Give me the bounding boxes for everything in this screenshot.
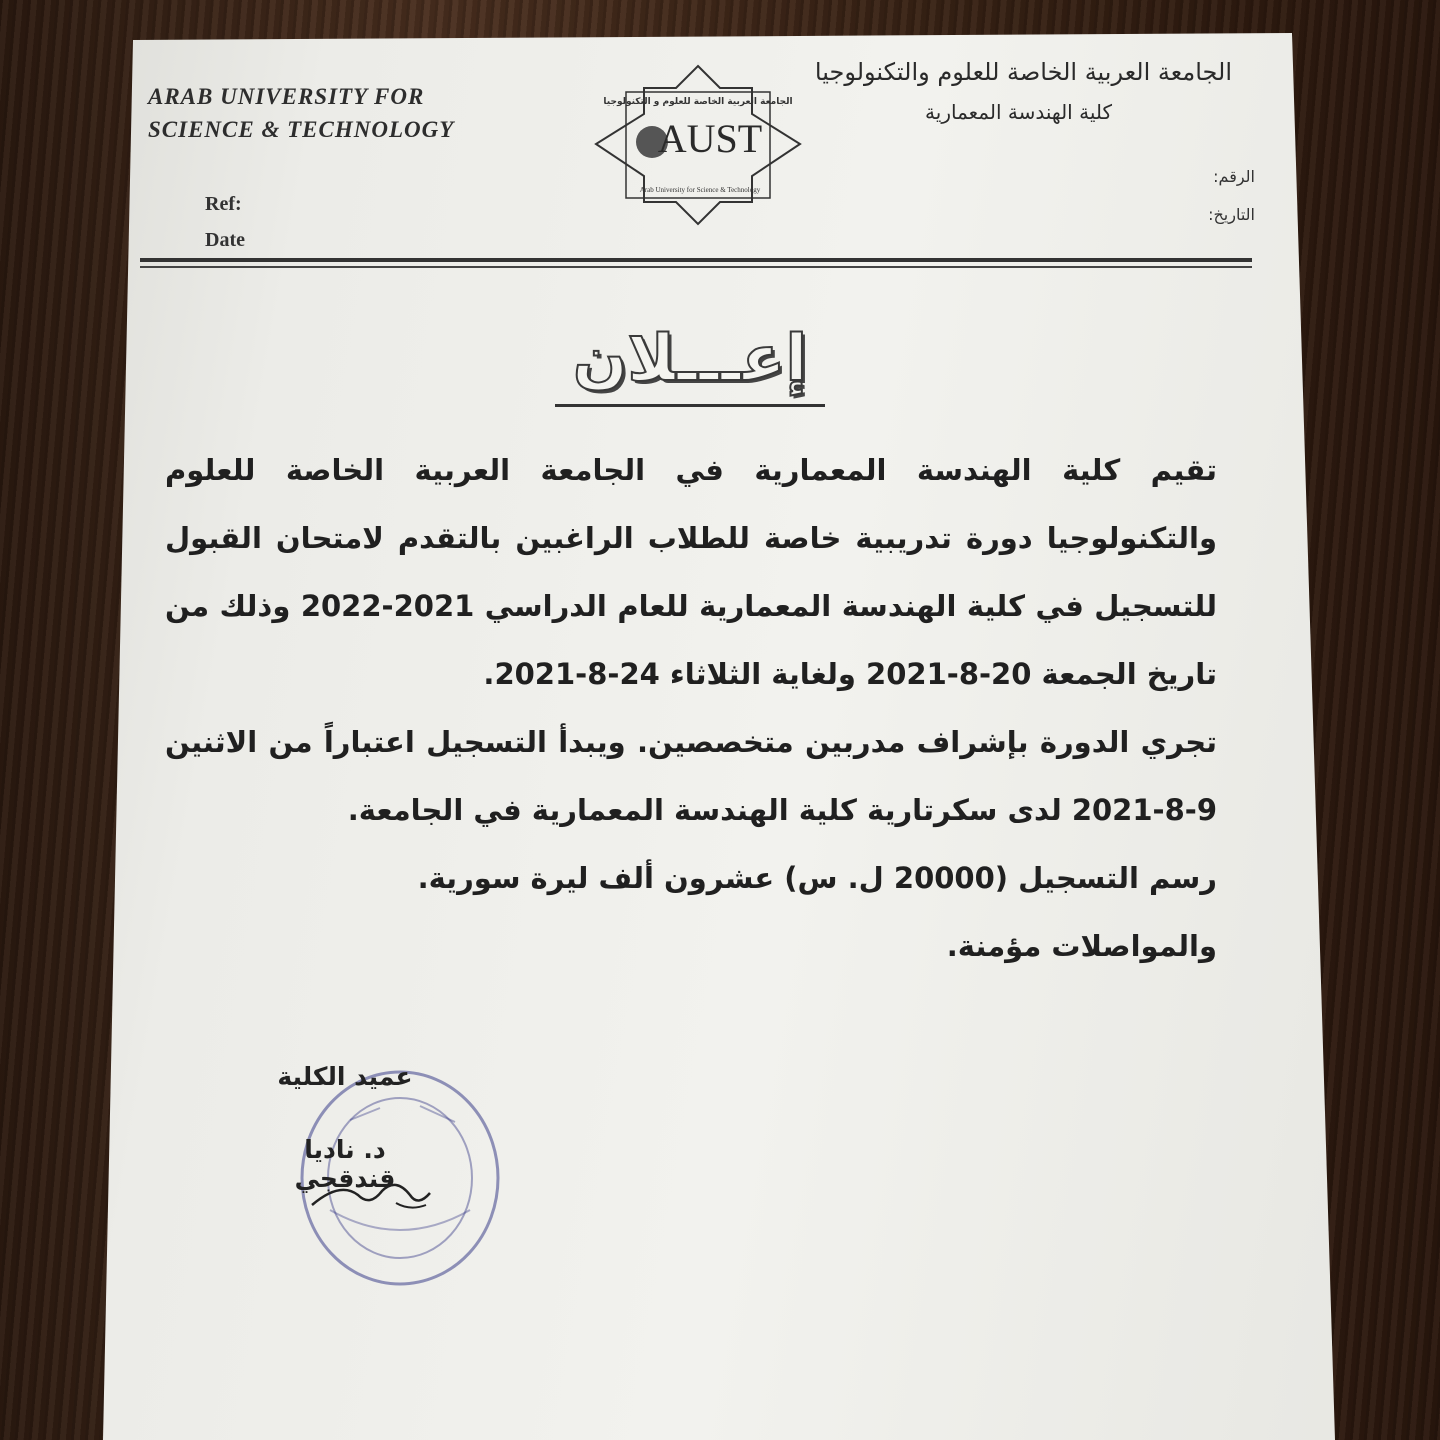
ref-date-labels-arabic <box>1208 158 1255 234</box>
ar-date-label: التاريخ: <box>1208 205 1255 224</box>
dean-name: د. ناديا قندقجي <box>294 1135 396 1193</box>
ref-label: Ref: <box>205 193 242 215</box>
ref-date-labels-english <box>205 186 245 258</box>
logo-abbr: AUST <box>657 116 763 161</box>
university-name-en-line1: ARAB UNIVERSITY FOR <box>148 84 425 109</box>
logo-english-text: Arab University for Science & Technology <box>639 186 761 194</box>
university-name-en-line2: SCIENCE & TECHNOLOGY <box>148 117 455 142</box>
university-name-ar: الجامعة العربية الخاصة للعلوم والتكنولوجيا <box>814 58 1232 86</box>
title-underline <box>555 404 825 407</box>
body-paragraph-fee: رسم التسجيل (20000 ل. س) عشرون ألف ليرة سورية. <box>417 861 1217 895</box>
header-divider-thin <box>140 266 1252 268</box>
university-name-arabic <box>812 58 1232 124</box>
aust-logo-icon <box>592 64 804 226</box>
body-paragraph-registration: تجري الدورة بإشراف مدربين متخصصين. ويبدأ التسجيل اعتباراً من الاثنين 9-8-2021 لدى سكرتارية كلية الهندسة المعمارية في الجامعة. <box>165 725 1217 827</box>
date-label: Date <box>205 229 245 251</box>
body-paragraph-course: تقيم كلية الهندسة المعمارية في الجامعة العربية الخاصة للعلوم والتكنولوجيا دورة تدريبية خاصة للطلاب الراغبين بالتقدم لامتحان القبول للتسجيل في كلية الهندسة المعمارية للعام الدراسي 2021-2022 وذلك من تاريخ الجمعة 20-8-2021 ولغاية الثلاثاء 24-8-2021. <box>165 453 1217 691</box>
announcement-body <box>165 436 1217 980</box>
faculty-name-ar: كلية الهندسة المعمارية <box>925 100 1112 124</box>
dean-title: عميد الكلية <box>277 1062 413 1091</box>
announcement-title: إعـــلان <box>572 322 808 396</box>
university-name-english <box>148 80 454 146</box>
logo-arabic-text: الجامعة العربية الخاصة للعلوم و التكنولوجيا <box>603 97 793 107</box>
header-divider-thick <box>140 258 1252 262</box>
ar-ref-label: الرقم: <box>1213 167 1255 186</box>
body-paragraph-transport: والمواصلات مؤمنة. <box>946 929 1217 963</box>
handwritten-signature-icon <box>300 1165 440 1225</box>
